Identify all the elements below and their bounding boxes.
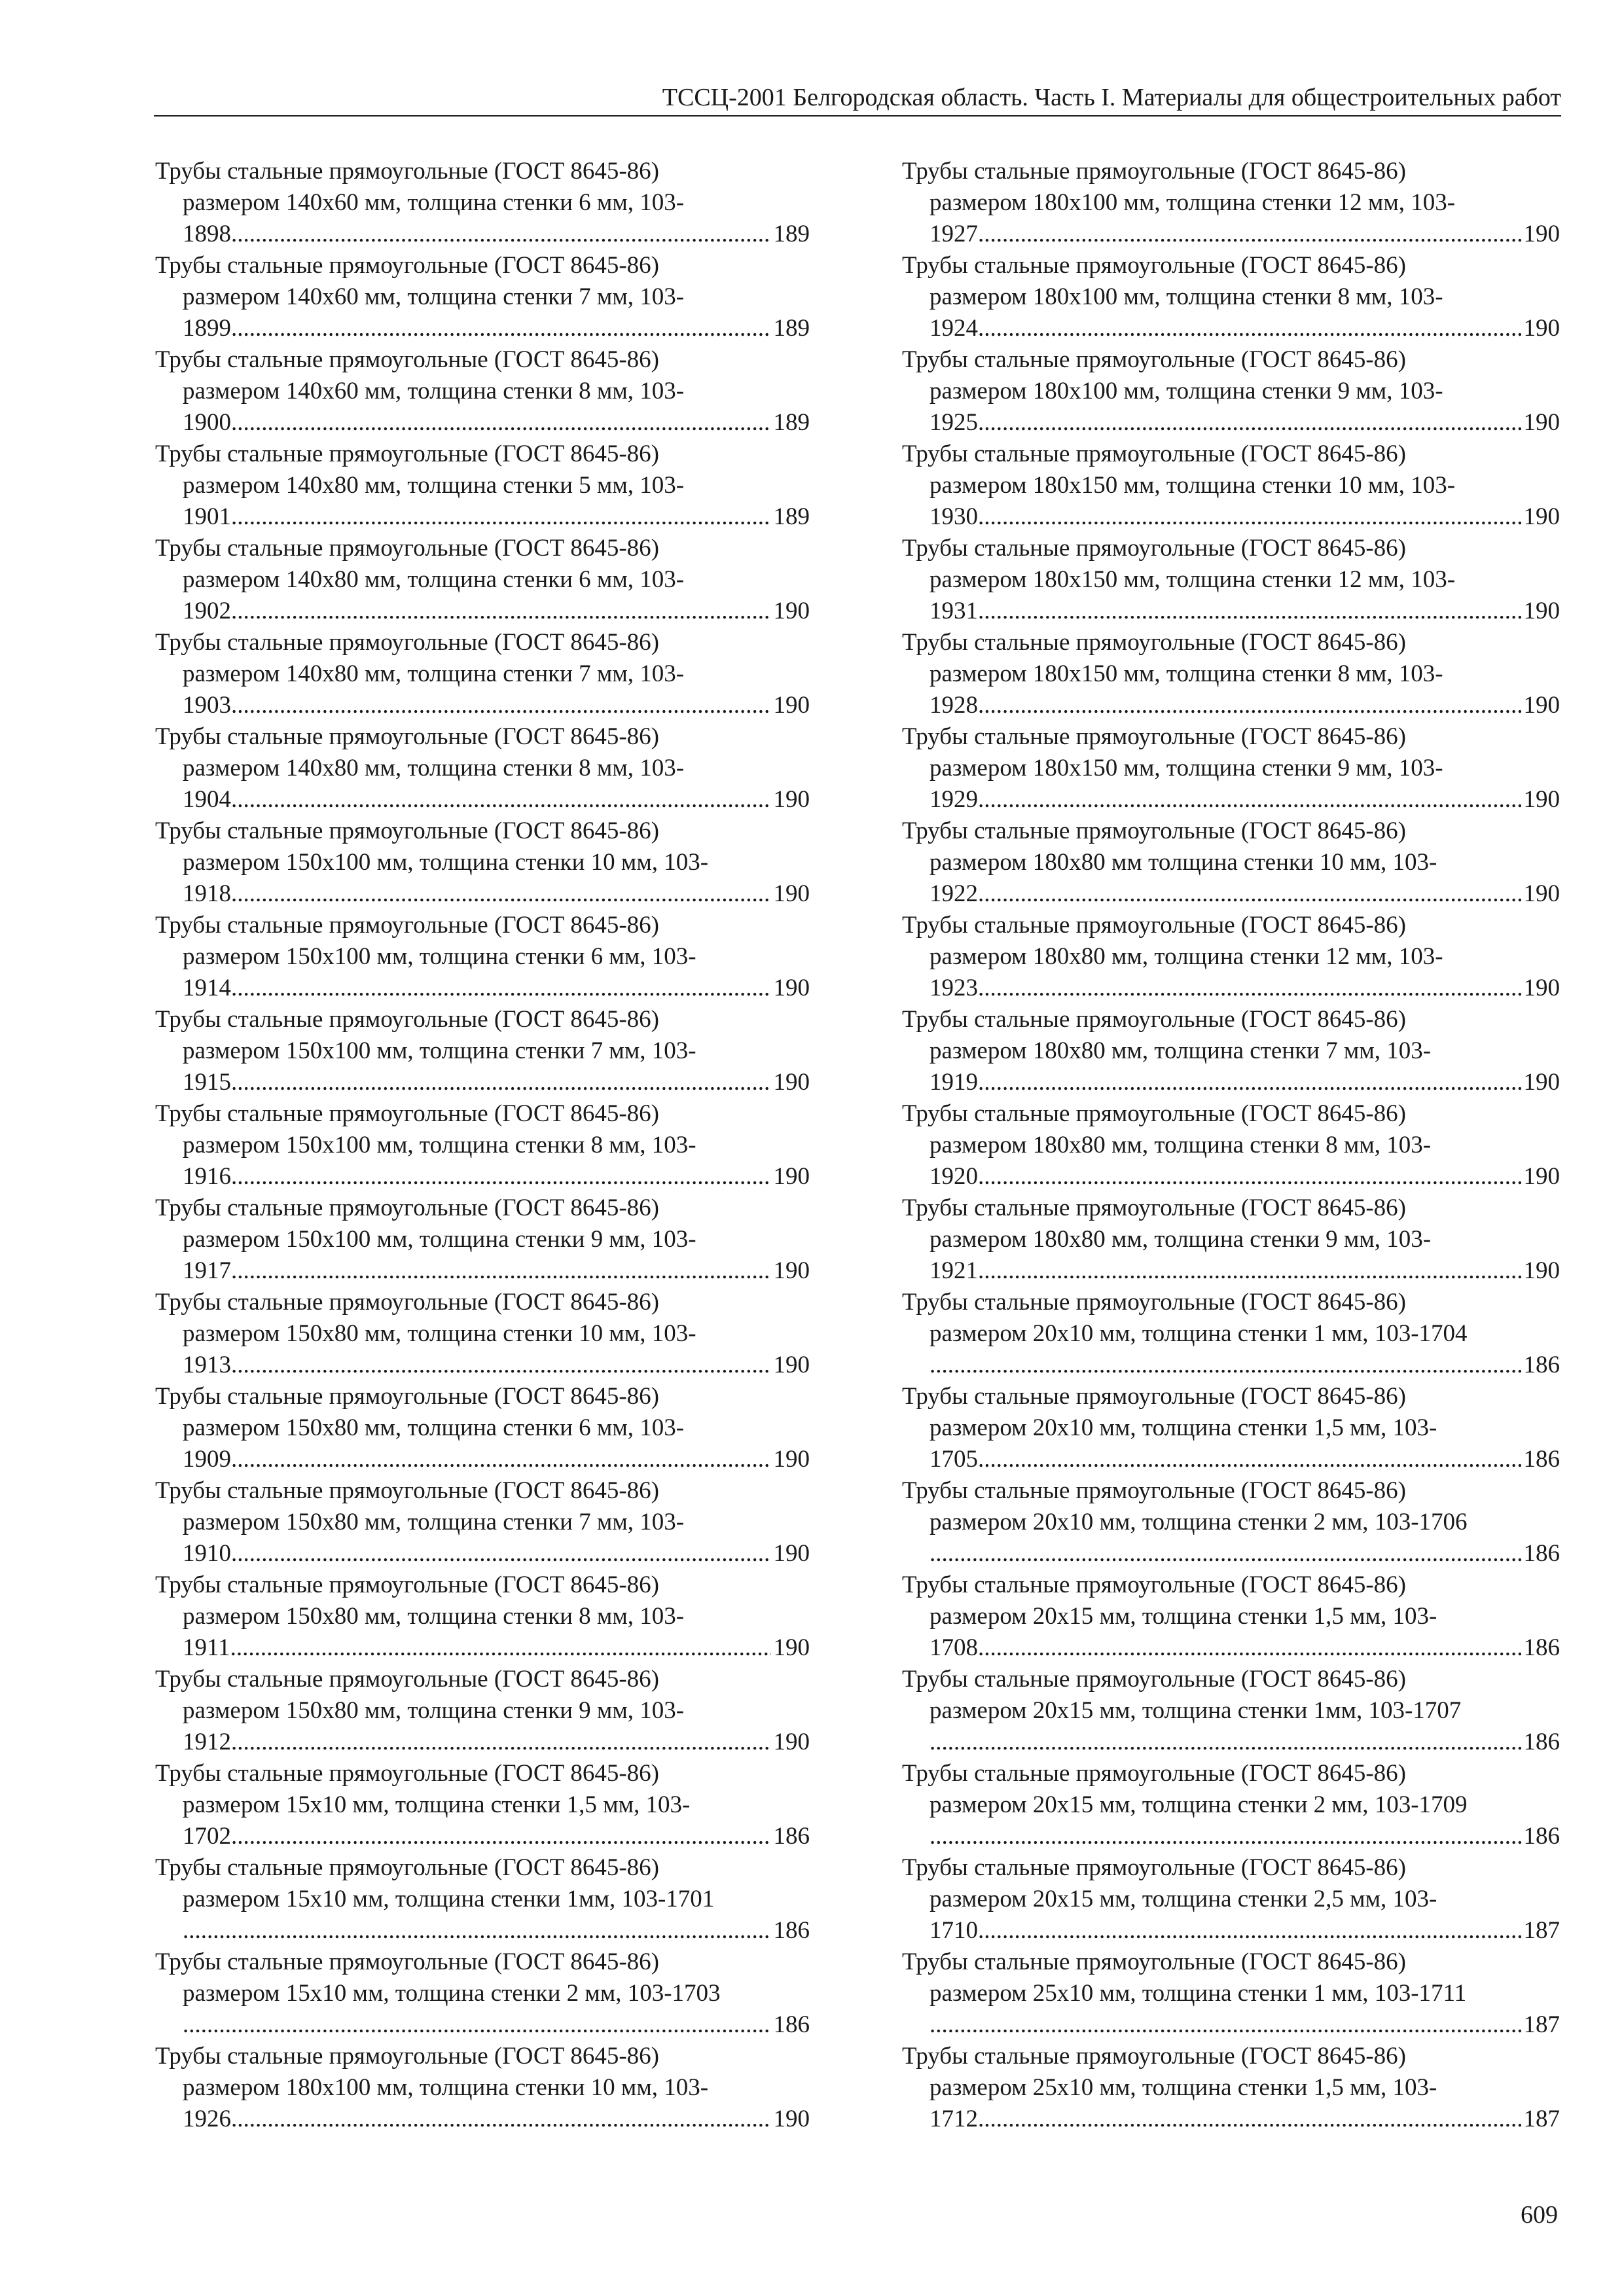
index-entry bbox=[902, 910, 1560, 1004]
entry-code-tail: 1923 bbox=[929, 975, 978, 1001]
entry-title: Трубы стальные прямоугольные (ГОСТ 8645-86) bbox=[155, 817, 660, 844]
index-entry bbox=[902, 1193, 1560, 1287]
index-entry bbox=[902, 439, 1560, 533]
index-entry bbox=[902, 1664, 1560, 1758]
entry-description: размером 180x80 мм толщина стенки 10 мм, 103- bbox=[929, 849, 1437, 876]
dot-leader bbox=[231, 596, 771, 627]
entry-description: размером 20x15 мм, толщина стенки 1мм, 103-1707 bbox=[929, 1697, 1462, 1724]
entry-page-number: 186 bbox=[1523, 1540, 1560, 1567]
running-header: ТССЦ-2001 Белгородская область. Часть I. Материалы для общестроительных работ bbox=[154, 82, 1561, 117]
entry-leader-line bbox=[902, 1915, 1560, 1946]
index-entry bbox=[155, 721, 810, 816]
entry-page-number: 190 bbox=[773, 1634, 810, 1661]
entry-description: размером 180x100 мм, толщина стенки 10 мм, 103- bbox=[183, 2074, 709, 2101]
dot-leader bbox=[978, 407, 1521, 439]
entry-leader-line bbox=[902, 1255, 1560, 1287]
entry-page-number: 190 bbox=[1523, 221, 1560, 247]
entry-code-tail: 1708 bbox=[929, 1634, 978, 1661]
entry-code-tail: 1899 bbox=[183, 315, 231, 342]
entry-code-tail: 1911 bbox=[183, 1634, 230, 1661]
entry-leader-line bbox=[902, 1161, 1560, 1193]
entry-description: размером 180x80 мм, толщина стенки 9 мм, 103- bbox=[929, 1226, 1432, 1253]
index-entry bbox=[155, 910, 810, 1004]
entry-leader-line bbox=[155, 1161, 810, 1193]
entry-page-number: 190 bbox=[773, 1163, 810, 1190]
entry-code-tail: 1924 bbox=[929, 315, 978, 342]
dot-leader bbox=[231, 878, 771, 910]
index-entry bbox=[155, 1193, 810, 1287]
entry-code-tail: 1916 bbox=[183, 1163, 231, 1190]
entry-code-tail: 1913 bbox=[183, 1352, 231, 1378]
entry-leader-line bbox=[902, 1821, 1560, 1852]
entry-description: размером 180x100 мм, толщина стенки 9 мм, 103- bbox=[929, 378, 1443, 404]
entry-description: размером 150x80 мм, толщина стенки 7 мм, 103- bbox=[183, 1509, 685, 1535]
entry-description: размером 140x60 мм, толщина стенки 6 мм, 103- bbox=[183, 189, 685, 216]
entry-page-number: 186 bbox=[1523, 1352, 1560, 1378]
dot-leader bbox=[978, 313, 1521, 344]
entry-title: Трубы стальные прямоугольные (ГОСТ 8645-86) bbox=[902, 535, 1407, 562]
entry-leader-line bbox=[155, 973, 810, 1004]
entry-page-number: 190 bbox=[1523, 315, 1560, 342]
entry-page-number: 189 bbox=[773, 503, 810, 530]
index-entry bbox=[155, 627, 810, 721]
entry-page-number: 190 bbox=[1523, 692, 1560, 719]
entry-leader-line bbox=[155, 1915, 810, 1946]
dot-leader bbox=[978, 690, 1521, 721]
dot-leader bbox=[978, 1915, 1521, 1946]
index-entry bbox=[902, 1098, 1560, 1193]
entry-description: размером 15x10 мм, толщина стенки 2 мм, 103-1703 bbox=[183, 1980, 721, 2007]
entry-leader-line bbox=[155, 690, 810, 721]
entry-code-tail: 1921 bbox=[929, 1257, 978, 1284]
entry-description: размером 140x80 мм, толщина стенки 6 мм, 103- bbox=[183, 566, 685, 593]
entry-description: размером 150x100 мм, толщина стенки 6 мм, 103- bbox=[183, 943, 696, 970]
index-entry bbox=[155, 1758, 810, 1852]
entry-title: Трубы стальные прямоугольные (ГОСТ 8645-86) bbox=[155, 1194, 660, 1221]
dot-leader bbox=[978, 219, 1521, 250]
entry-title: Трубы стальные прямоугольные (ГОСТ 8645-86) bbox=[155, 1760, 660, 1787]
entry-page-number: 186 bbox=[1523, 1823, 1560, 1850]
entry-description: размером 180x80 мм, толщина стенки 8 мм, 103- bbox=[929, 1132, 1432, 1158]
entry-code-tail: 1712 bbox=[929, 2106, 978, 2132]
entry-leader-line bbox=[902, 2104, 1560, 2135]
entry-page-number: 190 bbox=[1523, 409, 1560, 436]
index-entry bbox=[902, 816, 1560, 910]
entry-page-number: 190 bbox=[773, 2106, 810, 2132]
page-number: 609 bbox=[1521, 2201, 1558, 2229]
entry-description: размером 180x100 мм, толщина стенки 12 мм, 103- bbox=[929, 189, 1456, 216]
index-entry bbox=[902, 1570, 1560, 1664]
dot-leader bbox=[231, 313, 771, 344]
entry-leader-line bbox=[155, 1538, 810, 1570]
entry-description: размером 150x100 мм, толщина стенки 10 мм, 103- bbox=[183, 849, 709, 876]
entry-code-tail: 1909 bbox=[183, 1446, 231, 1473]
entry-title: Трубы стальные прямоугольные (ГОСТ 8645-86) bbox=[155, 912, 660, 939]
entry-leader-line bbox=[902, 690, 1560, 721]
index-entry bbox=[902, 533, 1560, 627]
entry-code-tail: 1900 bbox=[183, 409, 231, 436]
dot-leader bbox=[231, 690, 771, 721]
entry-page-number: 186 bbox=[1523, 1634, 1560, 1661]
entry-page-number: 190 bbox=[773, 1352, 810, 1378]
entry-title: Трубы стальные прямоугольные (ГОСТ 8645-86) bbox=[155, 158, 660, 185]
index-entry bbox=[902, 1758, 1560, 1852]
entry-leader-line bbox=[902, 2009, 1560, 2041]
entry-code-tail: 1702 bbox=[183, 1823, 231, 1850]
entry-title: Трубы стальные прямоугольные (ГОСТ 8645-86) bbox=[155, 1854, 660, 1881]
entry-page-number: 190 bbox=[773, 1069, 810, 1096]
entry-page-number: 187 bbox=[1523, 2011, 1560, 2038]
entry-description: размером 20x15 мм, толщина стенки 2 мм, 103-1709 bbox=[929, 1791, 1468, 1818]
index-entry bbox=[902, 156, 1560, 250]
entry-code-tail: 1903 bbox=[183, 692, 231, 719]
entry-title: Трубы стальные прямоугольные (ГОСТ 8645-86) bbox=[155, 629, 660, 656]
entry-leader-line bbox=[902, 596, 1560, 627]
entry-leader-line bbox=[155, 1727, 810, 1758]
entry-leader-line bbox=[902, 784, 1560, 816]
entry-page-number: 186 bbox=[773, 1823, 810, 1850]
entry-leader-line bbox=[155, 1632, 810, 1664]
entry-title: Трубы стальные прямоугольные (ГОСТ 8645-86) bbox=[155, 723, 660, 750]
entry-description: размером 180x100 мм, толщина стенки 8 мм, 103- bbox=[929, 283, 1443, 310]
entry-code-tail: 1927 bbox=[929, 221, 978, 247]
entry-title: Трубы стальные прямоугольные (ГОСТ 8645-86) bbox=[155, 1289, 660, 1316]
index-entry bbox=[902, 1946, 1560, 2041]
entry-leader-line bbox=[155, 784, 810, 816]
entry-title: Трубы стальные прямоугольные (ГОСТ 8645-86) bbox=[902, 1194, 1407, 1221]
entry-code-tail: 1910 bbox=[183, 1540, 231, 1567]
index-entry bbox=[902, 1287, 1560, 1381]
entry-page-number: 186 bbox=[773, 1917, 810, 1944]
entry-title: Трубы стальные прямоугольные (ГОСТ 8645-86) bbox=[902, 723, 1407, 750]
dot-leader bbox=[978, 878, 1521, 910]
entry-description: размером 180x150 мм, толщина стенки 10 мм, 103- bbox=[929, 472, 1456, 499]
index-entry bbox=[902, 344, 1560, 439]
entry-title: Трубы стальные прямоугольные (ГОСТ 8645-86) bbox=[902, 1383, 1407, 1410]
dot-leader bbox=[929, 1538, 1521, 1570]
entry-code-tail: 1902 bbox=[183, 598, 231, 624]
entry-code-tail: 1918 bbox=[183, 880, 231, 907]
index-entry bbox=[902, 250, 1560, 344]
index-entry bbox=[155, 2041, 810, 2135]
index-entry bbox=[155, 1098, 810, 1193]
entry-title: Трубы стальные прямоугольные (ГОСТ 8645-86) bbox=[902, 1854, 1407, 1881]
entry-code-tail: 1914 bbox=[183, 975, 231, 1001]
dot-leader bbox=[978, 1444, 1521, 1475]
dot-leader bbox=[230, 1632, 771, 1664]
dot-leader bbox=[929, 1727, 1521, 1758]
entry-title: Трубы стальные прямоугольные (ГОСТ 8645-86) bbox=[902, 1666, 1407, 1693]
entry-code-tail: 1912 bbox=[183, 1729, 231, 1755]
dot-leader bbox=[231, 1727, 771, 1758]
dot-leader bbox=[231, 1821, 771, 1852]
entry-title: Трубы стальные прямоугольные (ГОСТ 8645-86) bbox=[902, 440, 1407, 467]
dot-leader bbox=[183, 1915, 771, 1946]
entry-code-tail: 1917 bbox=[183, 1257, 231, 1284]
entry-code-tail: 1705 bbox=[929, 1446, 978, 1473]
entry-leader-line bbox=[902, 501, 1560, 533]
dot-leader bbox=[978, 784, 1521, 816]
dot-leader bbox=[978, 1632, 1521, 1664]
entry-page-number: 190 bbox=[773, 1540, 810, 1567]
entry-leader-line bbox=[155, 2009, 810, 2041]
entry-page-number: 190 bbox=[1523, 1163, 1560, 1190]
entry-page-number: 187 bbox=[1523, 2106, 1560, 2132]
entry-code-tail: 1710 bbox=[929, 1917, 978, 1944]
entry-description: размером 140x60 мм, толщина стенки 7 мм, 103- bbox=[183, 283, 685, 310]
entry-leader-line bbox=[902, 1350, 1560, 1381]
index-entry bbox=[902, 627, 1560, 721]
entry-description: размером 150x100 мм, толщина стенки 8 мм, 103- bbox=[183, 1132, 696, 1158]
entry-title: Трубы стальные прямоугольные (ГОСТ 8645-86) bbox=[155, 1383, 660, 1410]
entry-title: Трубы стальные прямоугольные (ГОСТ 8645-86) bbox=[155, 1006, 660, 1033]
entry-description: размером 20x15 мм, толщина стенки 1,5 мм, 103- bbox=[929, 1603, 1437, 1630]
entry-page-number: 190 bbox=[1523, 1069, 1560, 1096]
entry-leader-line bbox=[902, 878, 1560, 910]
entry-page-number: 190 bbox=[773, 598, 810, 624]
entry-title: Трубы стальные прямоугольные (ГОСТ 8645-86) bbox=[155, 1571, 660, 1598]
index-entry bbox=[155, 250, 810, 344]
index-entry bbox=[902, 1004, 1560, 1098]
entry-title: Трубы стальные прямоугольные (ГОСТ 8645-86) bbox=[155, 440, 660, 467]
dot-leader bbox=[978, 1255, 1521, 1287]
entry-page-number: 190 bbox=[1523, 975, 1560, 1001]
entry-code-tail: 1915 bbox=[183, 1069, 231, 1096]
entry-title: Трубы стальные прямоугольные (ГОСТ 8645-86) bbox=[155, 346, 660, 373]
entry-page-number: 190 bbox=[1523, 880, 1560, 907]
entry-code-tail: 1928 bbox=[929, 692, 978, 719]
entry-code-tail: 1926 bbox=[183, 2106, 231, 2132]
entry-title: Трубы стальные прямоугольные (ГОСТ 8645-86) bbox=[902, 1477, 1407, 1504]
entry-code-tail: 1901 bbox=[183, 503, 231, 530]
index-entry bbox=[155, 533, 810, 627]
dot-leader bbox=[978, 501, 1521, 533]
entry-leader-line bbox=[155, 501, 810, 533]
entry-title: Трубы стальные прямоугольные (ГОСТ 8645-86) bbox=[155, 1666, 660, 1693]
entry-page-number: 190 bbox=[773, 692, 810, 719]
dot-leader bbox=[929, 1821, 1521, 1852]
entry-description: размером 150x80 мм, толщина стенки 6 мм, 103- bbox=[183, 1414, 685, 1441]
entry-leader-line bbox=[902, 1727, 1560, 1758]
index-column-right bbox=[902, 156, 1560, 2135]
entry-page-number: 187 bbox=[1523, 1917, 1560, 1944]
entry-description: размером 180x150 мм, толщина стенки 8 мм, 103- bbox=[929, 660, 1443, 687]
dot-leader bbox=[231, 1161, 771, 1193]
dot-leader bbox=[929, 2009, 1521, 2041]
entry-title: Трубы стальные прямоугольные (ГОСТ 8645-86) bbox=[155, 1948, 660, 1975]
index-entry bbox=[902, 1852, 1560, 1946]
entry-title: Трубы стальные прямоугольные (ГОСТ 8645-86) bbox=[155, 1100, 660, 1127]
entry-title: Трубы стальные прямоугольные (ГОСТ 8645-86) bbox=[902, 346, 1407, 373]
entry-code-tail: 1931 bbox=[929, 598, 978, 624]
entry-title: Трубы стальные прямоугольные (ГОСТ 8645-86) bbox=[902, 1760, 1407, 1787]
entry-description: размером 20x10 мм, толщина стенки 1,5 мм, 103- bbox=[929, 1414, 1437, 1441]
entry-leader-line bbox=[155, 878, 810, 910]
entry-page-number: 190 bbox=[773, 975, 810, 1001]
dot-leader bbox=[231, 407, 771, 439]
entry-page-number: 190 bbox=[1523, 786, 1560, 813]
entry-code-tail: 1925 bbox=[929, 409, 978, 436]
entry-leader-line bbox=[155, 1821, 810, 1852]
entry-page-number: 189 bbox=[773, 315, 810, 342]
entry-page-number: 190 bbox=[773, 1729, 810, 1755]
index-entry bbox=[155, 1664, 810, 1758]
index-entry bbox=[902, 1381, 1560, 1475]
entry-leader-line bbox=[902, 219, 1560, 250]
entry-description: размером 140x80 мм, толщина стенки 5 мм, 103- bbox=[183, 472, 685, 499]
entry-description: размером 15x10 мм, толщина стенки 1,5 мм, 103- bbox=[183, 1791, 691, 1818]
entry-leader-line bbox=[155, 313, 810, 344]
entry-title: Трубы стальные прямоугольные (ГОСТ 8645-86) bbox=[155, 535, 660, 562]
dot-leader bbox=[231, 1444, 771, 1475]
entry-description: размером 180x80 мм, толщина стенки 7 мм, 103- bbox=[929, 1037, 1432, 1064]
entry-leader-line bbox=[155, 1350, 810, 1381]
entry-code-tail: 1930 bbox=[929, 503, 978, 530]
entry-description: размером 20x15 мм, толщина стенки 2,5 мм, 103- bbox=[929, 1886, 1437, 1912]
entry-code-tail: 1920 bbox=[929, 1163, 978, 1190]
entry-description: размером 180x150 мм, толщина стенки 12 мм, 103- bbox=[929, 566, 1456, 593]
entry-description: размером 20x10 мм, толщина стенки 2 мм, 103-1706 bbox=[929, 1509, 1468, 1535]
dot-leader bbox=[231, 1255, 771, 1287]
entry-leader-line bbox=[902, 1632, 1560, 1664]
index-entry bbox=[155, 1381, 810, 1475]
dot-leader bbox=[231, 219, 771, 250]
dot-leader bbox=[231, 501, 771, 533]
entry-leader-line bbox=[155, 2104, 810, 2135]
entry-page-number: 190 bbox=[1523, 503, 1560, 530]
entry-description: размером 180x80 мм, толщина стенки 12 мм, 103- bbox=[929, 943, 1443, 970]
entry-title: Трубы стальные прямоугольные (ГОСТ 8645-86) bbox=[902, 2043, 1407, 2070]
index-entry bbox=[155, 1946, 810, 2041]
dot-leader bbox=[231, 973, 771, 1004]
dot-leader bbox=[978, 1161, 1521, 1193]
index-entry bbox=[155, 1852, 810, 1946]
entry-code-tail: 1922 bbox=[929, 880, 978, 907]
entry-code-tail: 1919 bbox=[929, 1069, 978, 1096]
entry-description: размером 140x80 мм, толщина стенки 8 мм, 103- bbox=[183, 755, 685, 781]
index-entry bbox=[155, 1475, 810, 1570]
entry-leader-line bbox=[155, 1255, 810, 1287]
entry-title: Трубы стальные прямоугольные (ГОСТ 8645-86) bbox=[902, 158, 1407, 185]
entry-description: размером 180x150 мм, толщина стенки 9 мм, 103- bbox=[929, 755, 1443, 781]
entry-leader-line bbox=[902, 973, 1560, 1004]
dot-leader bbox=[978, 2104, 1521, 2135]
index-entry bbox=[155, 1287, 810, 1381]
entry-description: размером 20x10 мм, толщина стенки 1 мм, 103-1704 bbox=[929, 1320, 1468, 1347]
entry-title: Трубы стальные прямоугольные (ГОСТ 8645-86) bbox=[155, 252, 660, 279]
entry-title: Трубы стальные прямоугольные (ГОСТ 8645-86) bbox=[902, 817, 1407, 844]
entry-title: Трубы стальные прямоугольные (ГОСТ 8645-86) bbox=[902, 1948, 1407, 1975]
index-entry bbox=[155, 1570, 810, 1664]
entry-description: размером 150x80 мм, толщина стенки 9 мм, 103- bbox=[183, 1697, 685, 1724]
entry-title: Трубы стальные прямоугольные (ГОСТ 8645-86) bbox=[902, 629, 1407, 656]
index-entry bbox=[902, 2041, 1560, 2135]
entry-title: Трубы стальные прямоугольные (ГОСТ 8645-86) bbox=[902, 1006, 1407, 1033]
entry-leader-line bbox=[155, 407, 810, 439]
entry-page-number: 190 bbox=[773, 1257, 810, 1284]
dot-leader bbox=[978, 973, 1521, 1004]
entry-code-tail: 1904 bbox=[183, 786, 231, 813]
index-column-left bbox=[155, 156, 810, 2135]
entry-page-number: 189 bbox=[773, 221, 810, 247]
dot-leader bbox=[231, 1067, 771, 1098]
entry-code-tail: 1929 bbox=[929, 786, 978, 813]
entry-leader-line bbox=[155, 1067, 810, 1098]
entry-title: Трубы стальные прямоугольные (ГОСТ 8645-86) bbox=[902, 252, 1407, 279]
dot-leader bbox=[978, 1067, 1521, 1098]
dot-leader bbox=[929, 1350, 1521, 1381]
dot-leader bbox=[231, 784, 771, 816]
entry-page-number: 186 bbox=[1523, 1446, 1560, 1473]
entry-leader-line bbox=[902, 407, 1560, 439]
entry-title: Трубы стальные прямоугольные (ГОСТ 8645-86) bbox=[902, 1289, 1407, 1316]
dot-leader bbox=[231, 1538, 771, 1570]
entry-description: размером 15x10 мм, толщина стенки 1мм, 103-1701 bbox=[183, 1886, 715, 1912]
entry-page-number: 190 bbox=[773, 786, 810, 813]
entry-description: размером 140x80 мм, толщина стенки 7 мм, 103- bbox=[183, 660, 685, 687]
entry-description: размером 150x80 мм, толщина стенки 8 мм, 103- bbox=[183, 1603, 685, 1630]
entry-leader-line bbox=[902, 1444, 1560, 1475]
entry-leader-line bbox=[902, 313, 1560, 344]
index-entry bbox=[155, 1004, 810, 1098]
entry-page-number: 190 bbox=[1523, 1257, 1560, 1284]
entry-title: Трубы стальные прямоугольные (ГОСТ 8645-86) bbox=[155, 2043, 660, 2070]
entry-description: размером 25x10 мм, толщина стенки 1 мм, 103-1711 bbox=[929, 1980, 1467, 2007]
entry-page-number: 186 bbox=[773, 2011, 810, 2038]
dot-leader bbox=[978, 596, 1521, 627]
dot-leader bbox=[231, 2104, 771, 2135]
index-entry bbox=[902, 721, 1560, 816]
entry-description: размером 25x10 мм, толщина стенки 1,5 мм, 103- bbox=[929, 2074, 1437, 2101]
dot-leader bbox=[183, 2009, 771, 2041]
entry-title: Трубы стальные прямоугольные (ГОСТ 8645-86) bbox=[155, 1477, 660, 1504]
entry-title: Трубы стальные прямоугольные (ГОСТ 8645-86) bbox=[902, 1100, 1407, 1127]
entry-page-number: 190 bbox=[773, 1446, 810, 1473]
entry-leader-line bbox=[155, 596, 810, 627]
entry-title: Трубы стальные прямоугольные (ГОСТ 8645-86) bbox=[902, 1571, 1407, 1598]
entry-description: размером 140x60 мм, толщина стенки 8 мм, 103- bbox=[183, 378, 685, 404]
index-entry bbox=[155, 344, 810, 439]
index-entry bbox=[155, 816, 810, 910]
dot-leader bbox=[231, 1350, 771, 1381]
index-entry bbox=[902, 1475, 1560, 1570]
entry-leader-line bbox=[902, 1067, 1560, 1098]
entry-description: размером 150x100 мм, толщина стенки 9 мм, 103- bbox=[183, 1226, 696, 1253]
entry-leader-line bbox=[902, 1538, 1560, 1570]
entry-code-tail: 1898 bbox=[183, 221, 231, 247]
entry-leader-line bbox=[155, 219, 810, 250]
index-entry bbox=[155, 439, 810, 533]
entry-title: Трубы стальные прямоугольные (ГОСТ 8645-86) bbox=[902, 912, 1407, 939]
entry-leader-line bbox=[155, 1444, 810, 1475]
entry-description: размером 150x80 мм, толщина стенки 10 мм, 103- bbox=[183, 1320, 696, 1347]
entry-page-number: 190 bbox=[773, 880, 810, 907]
entry-description: размером 150x100 мм, толщина стенки 7 мм, 103- bbox=[183, 1037, 696, 1064]
entry-page-number: 190 bbox=[1523, 598, 1560, 624]
entry-page-number: 186 bbox=[1523, 1729, 1560, 1755]
entry-page-number: 189 bbox=[773, 409, 810, 436]
index-entry bbox=[155, 156, 810, 250]
